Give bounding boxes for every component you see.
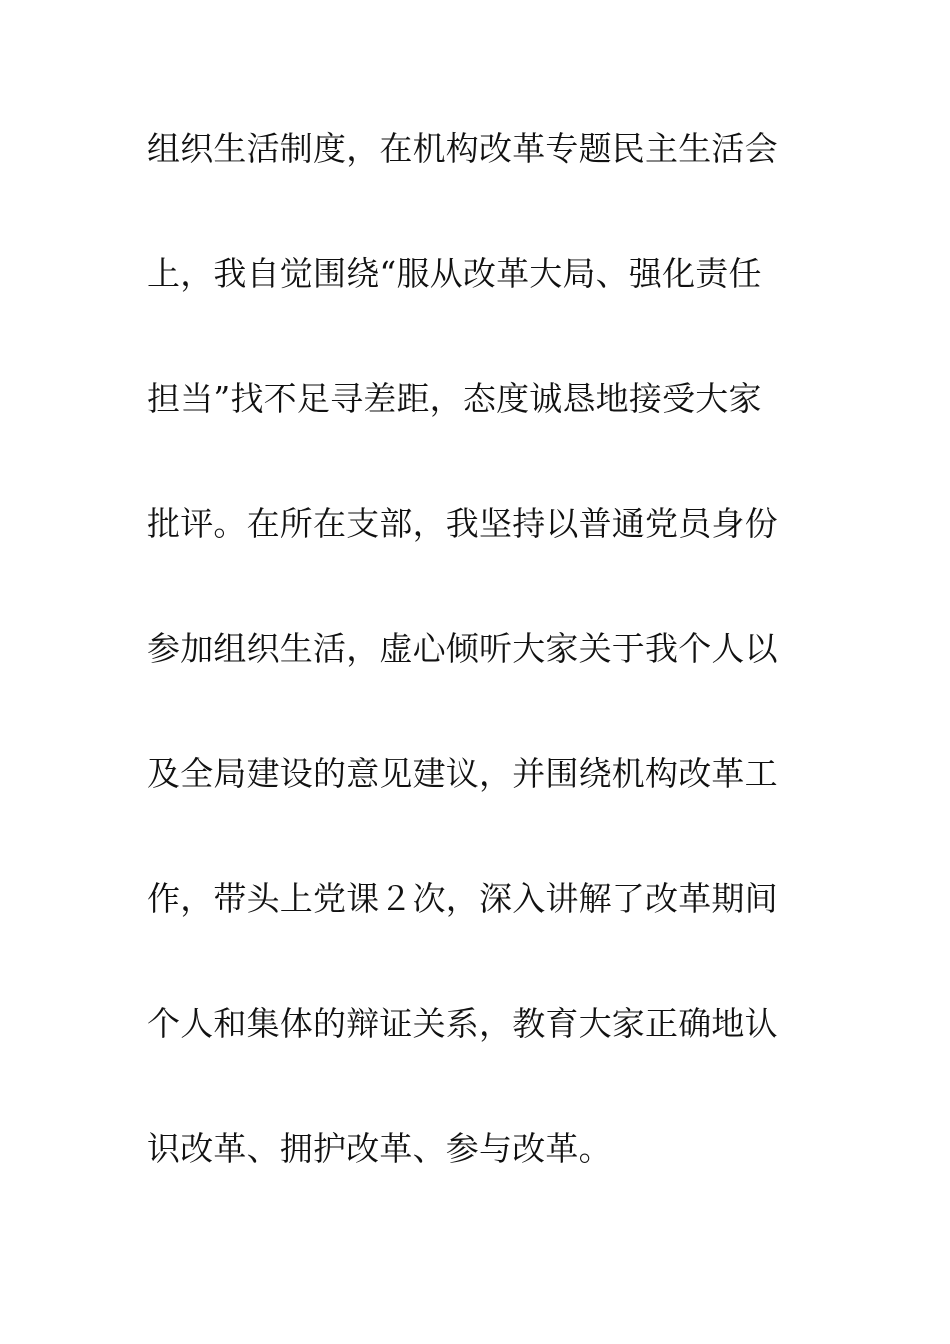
paragraph-line: 个人和集体的辩证关系，教育大家正确地认: [147, 1004, 778, 1043]
paragraph-line: 识改革、拥护改革、参与改革。: [147, 1129, 612, 1168]
paragraph-line: 组织生活制度，在机构改革专题民主生活会: [147, 129, 778, 168]
paragraph-line: 上，我自觉围绕“服从改革大局、强化责任: [147, 254, 762, 293]
paragraph-line: 参加组织生活，虚心倾听大家关于我个人以: [147, 629, 778, 668]
paragraph-line: 批评。在所在支部，我坚持以普通党员身份: [147, 504, 778, 543]
paragraph-line: 作，带头上党课２次，深入讲解了改革期间: [147, 879, 778, 918]
paragraph-line: 担当”找不足寻差距，态度诚恳地接受大家: [147, 379, 762, 418]
paragraph-line: 及全局建设的意见建议，并围绕机构改革工: [147, 754, 778, 793]
